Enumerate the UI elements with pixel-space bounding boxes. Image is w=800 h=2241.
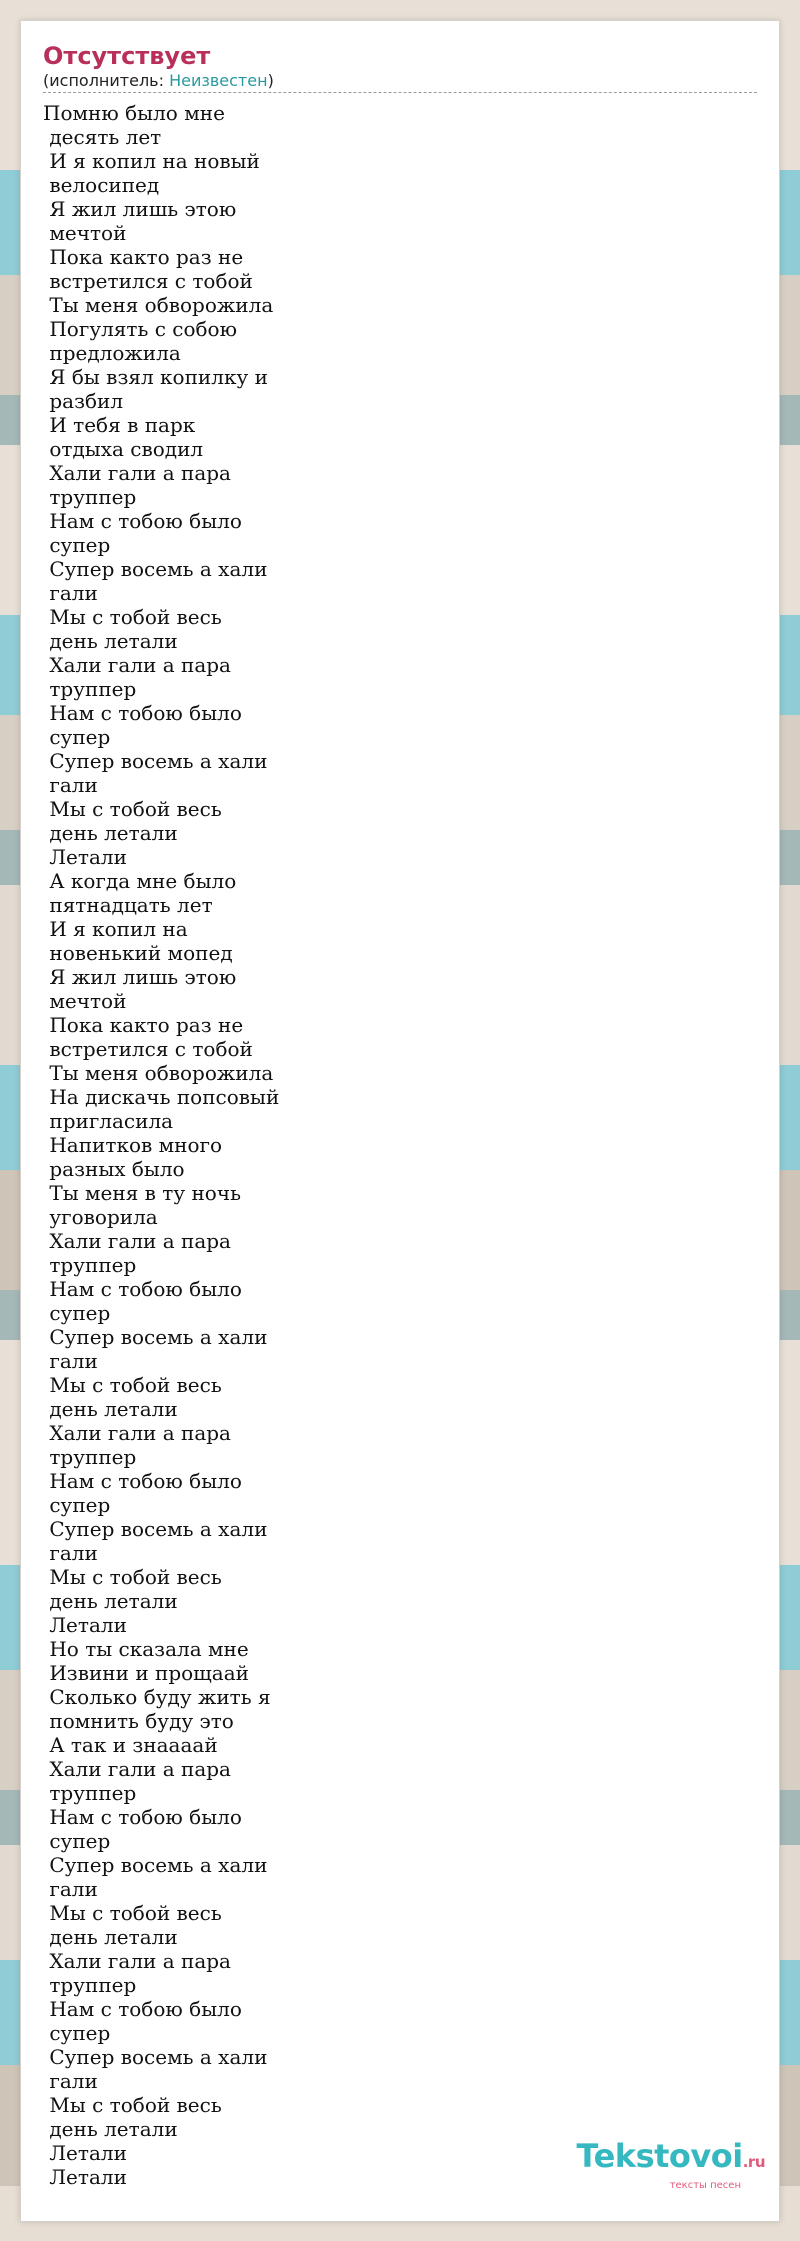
lyrics-line: Мы с тобой весь — [43, 797, 222, 821]
lyrics-line: пятнадцать лет — [43, 893, 213, 917]
lyrics-line: Я бы взял копилку и — [43, 365, 268, 389]
tekstovoi-logo[interactable] — [576, 2137, 765, 2191]
lyrics-line: гали — [43, 1349, 98, 1373]
lyrics-line: встретился с тобой — [43, 269, 253, 293]
song-title: Отсутствует — [43, 42, 211, 70]
song-header — [43, 41, 757, 93]
lyrics-line: И тебя в парк — [43, 413, 196, 437]
lyrics-line: И я копил на — [43, 917, 188, 941]
lyrics-line: разбил — [43, 389, 124, 413]
lyrics-line: Я жил лишь этою — [43, 965, 237, 989]
lyrics-line: разных было — [43, 1157, 185, 1181]
lyrics-line: Мы с тобой весь — [43, 2093, 222, 2117]
lyrics-line: Извини и прощаай — [43, 1661, 249, 1685]
lyrics-line: труппер — [43, 1973, 137, 1997]
lyrics-line: На дискачь попсовый — [43, 1085, 280, 1109]
lyrics-line: Нам с тобою было — [43, 1997, 242, 2021]
lyrics-line: десять лет — [43, 125, 162, 149]
logo-domain: .ru — [742, 2153, 765, 2171]
lyrics-line: Летали — [43, 2165, 127, 2189]
lyrics-line: Нам с тобою было — [43, 701, 242, 725]
lyrics-line: Нам с тобою было — [43, 1469, 242, 1493]
lyrics-line: А когда мне было — [43, 869, 237, 893]
lyrics-line: гали — [43, 581, 98, 605]
lyrics-line: Супер восемь а хали — [43, 749, 268, 773]
lyrics-line: Мы с тобой весь — [43, 1373, 222, 1397]
lyrics-line: Мы с тобой весь — [43, 1901, 222, 1925]
lyrics-line: Ты меня обворожила — [43, 293, 274, 317]
lyrics-line: гали — [43, 1877, 98, 1901]
lyrics-line: Супер восемь а хали — [43, 1853, 268, 1877]
lyrics-line: гали — [43, 1541, 98, 1565]
lyrics-line: Супер восемь а хали — [43, 1517, 268, 1541]
lyrics-line: день летали — [43, 1589, 178, 1613]
lyrics-line: Нам с тобою было — [43, 1805, 242, 1829]
lyrics-line: труппер — [43, 1253, 137, 1277]
lyrics-card — [20, 20, 780, 2222]
lyrics-line: супер — [43, 533, 111, 557]
lyrics-line: мечтой — [43, 221, 127, 245]
lyrics-line: Супер восемь а хали — [43, 1325, 268, 1349]
lyrics-line: день летали — [43, 1397, 178, 1421]
lyrics-line: уговорила — [43, 1205, 158, 1229]
lyrics-line: день летали — [43, 2117, 178, 2141]
lyrics-line: день летали — [43, 629, 178, 653]
lyrics-line: Пока както раз не — [43, 245, 244, 269]
lyrics-line: гали — [43, 773, 98, 797]
lyrics-line: Летали — [43, 845, 127, 869]
lyrics-line: Хали гали а пара — [43, 1757, 231, 1781]
lyrics-line: Летали — [43, 1613, 127, 1637]
lyrics-line: А так и знаааай — [43, 1733, 218, 1757]
logo-tagline: тексты песен — [669, 2180, 741, 2191]
lyrics-line: Супер восемь а хали — [43, 2045, 268, 2069]
lyrics-line: труппер — [43, 485, 137, 509]
lyrics-line: гали — [43, 2069, 98, 2093]
lyrics-line: Я жил лишь этою — [43, 197, 237, 221]
lyrics-line: велосипед — [43, 173, 160, 197]
lyrics-line: Погулять с собою — [43, 317, 238, 341]
lyrics-line: И я копил на новый — [43, 149, 260, 173]
lyrics-line: Мы с тобой весь — [43, 1565, 222, 1589]
lyrics-line: супер — [43, 1493, 111, 1517]
lyrics-line: Ты меня в ту ночь — [43, 1181, 241, 1205]
lyrics-line: Ты меня обворожила — [43, 1061, 274, 1085]
lyrics-line: Хали гали а пара — [43, 1421, 231, 1445]
lyrics-line: Нам с тобою было — [43, 1277, 242, 1301]
lyrics-line: день летали — [43, 1925, 178, 1949]
lyrics-line: Но ты сказала мне — [43, 1637, 249, 1661]
lyrics-line: помнить буду это — [43, 1709, 234, 1733]
lyrics-line: отдыха сводил — [43, 437, 204, 461]
artist-prefix: (исполнитель: — [43, 71, 170, 90]
lyrics-line: труппер — [43, 1445, 137, 1469]
lyrics-line: Сколько буду жить я — [43, 1685, 271, 1709]
lyrics-line: Хали гали а пара — [43, 461, 231, 485]
artist-link[interactable]: Неизвестен — [169, 71, 268, 90]
lyrics-line: супер — [43, 1301, 111, 1325]
logo-wordmark: Tekstovoi — [576, 2137, 743, 2175]
artist-suffix: ) — [267, 71, 274, 90]
lyrics-line: Хали гали а пара — [43, 1229, 231, 1253]
lyrics-line: Мы с тобой весь — [43, 605, 222, 629]
lyrics-line: Пока както раз не — [43, 1013, 244, 1037]
lyrics-line: супер — [43, 2021, 111, 2045]
lyrics-line: труппер — [43, 677, 137, 701]
lyrics-text — [43, 101, 343, 2189]
lyrics-line: пригласила — [43, 1109, 174, 1133]
lyrics-line: труппер — [43, 1781, 137, 1805]
lyrics-line: предложила — [43, 341, 181, 365]
lyrics-line: мечтой — [43, 989, 127, 1013]
artist-line — [43, 71, 757, 93]
lyrics-line: встретился с тобой — [43, 1037, 253, 1061]
lyrics-line: новенький мопед — [43, 941, 233, 965]
lyrics-line: супер — [43, 1829, 111, 1853]
lyrics-line: день летали — [43, 821, 178, 845]
lyrics-line: Летали — [43, 2141, 127, 2165]
lyrics-line: Супер восемь а хали — [43, 557, 268, 581]
lyrics-line: супер — [43, 725, 111, 749]
lyrics-line: Нам с тобою было — [43, 509, 242, 533]
lyrics-line: Хали гали а пара — [43, 653, 231, 677]
lyrics-line: Хали гали а пара — [43, 1949, 231, 1973]
lyrics-line: Напитков много — [43, 1133, 223, 1157]
lyrics-line: Помню было мне — [43, 101, 225, 125]
